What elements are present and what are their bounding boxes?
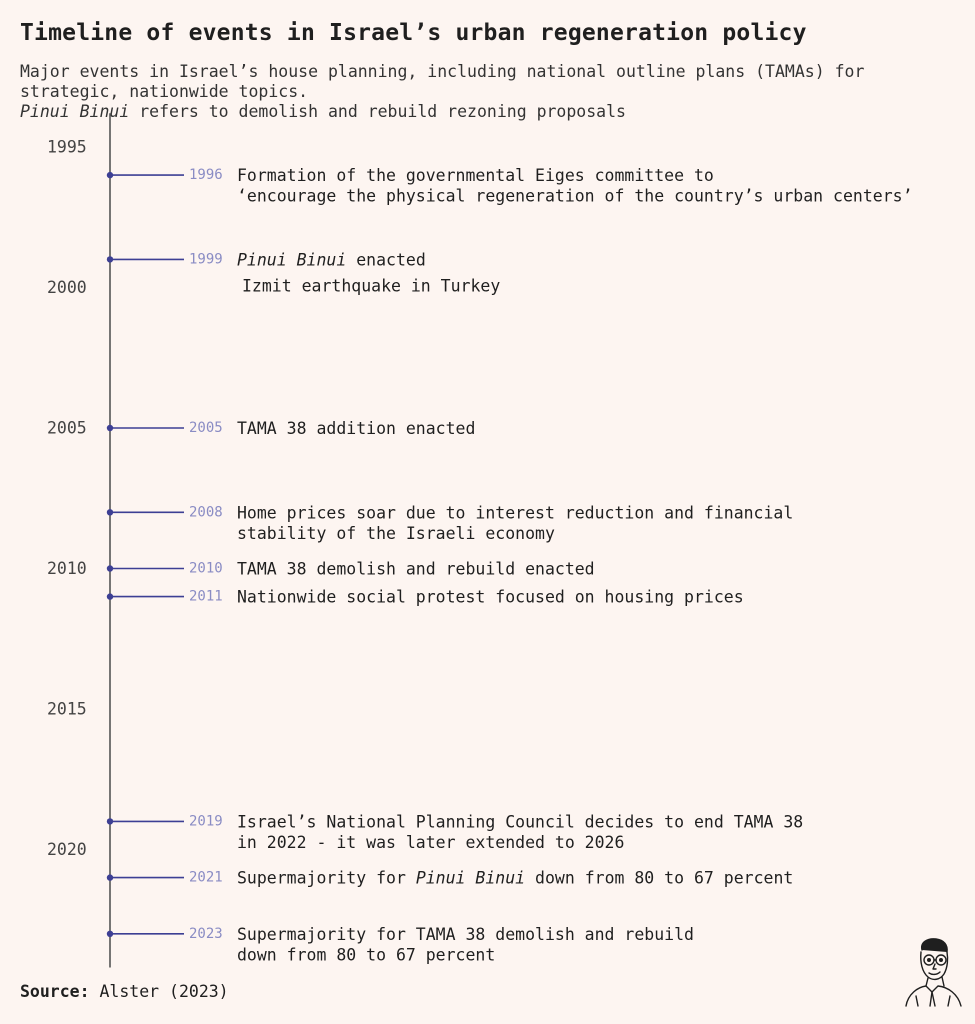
event-marker-2021 — [107, 874, 113, 880]
event-year-label-2019: 2019 — [189, 813, 223, 830]
axis-tick-label-2020: 2020 — [47, 840, 87, 859]
event-description-2011-line-1: Nationwide social protest focused on housing prices — [237, 587, 744, 607]
source-text: Alster (2023) — [89, 982, 229, 1001]
event-marker-1999 — [107, 256, 113, 262]
event-description-2008-line-1: Home prices soar due to interest reduction and financial — [237, 502, 794, 522]
event-year-label-2021: 2021 — [189, 869, 223, 886]
source-label: Source: — [20, 982, 90, 1001]
event-description-2019-line-2: in 2022 - it was later extended to 2026 — [237, 832, 625, 852]
subtitle-pinui-binui: Pinui Binui — [20, 102, 130, 121]
event-marker-2011 — [107, 593, 113, 599]
axis-tick-label-2005: 2005 — [47, 418, 87, 438]
subtitle-line-1: Major events in Israel’s house planning, including national outline plans (TAMAs) for — [20, 62, 865, 81]
axis-tick-label-2010: 2010 — [47, 559, 87, 578]
axis-tick-label-1995: 1995 — [47, 137, 87, 157]
subtitle-line-2: strategic, nationwide topics. — [20, 82, 309, 101]
event-marker-1996 — [107, 172, 113, 178]
event-marker-2019 — [107, 818, 113, 824]
event-year-label-2011: 2011 — [189, 588, 223, 605]
event-description-2005-line-1: TAMA 38 addition enacted — [237, 418, 476, 438]
source-note — [20, 982, 229, 1001]
event-description-2010-line-1: TAMA 38 demolish and rebuild enacted — [237, 559, 595, 578]
event-marker-2023 — [107, 931, 113, 937]
event-description-2019-line-1: Israel’s National Planning Council decides to end TAMA 38 — [237, 811, 804, 831]
event-description-2008-line-2: stability of the Israeli economy — [237, 523, 555, 543]
event-description-2023-line-2: down from 80 to 67 percent — [237, 944, 496, 964]
axis-tick-label-2015: 2015 — [47, 699, 87, 719]
chart-title: Timeline of events in Israel’s urban regeneration policy — [20, 20, 807, 46]
event-year-label-2008: 2008 — [189, 504, 223, 521]
event-year-label-2010: 2010 — [189, 560, 223, 577]
event-description-1999-line-2: Izmit earthquake in Turkey — [242, 275, 501, 295]
event-description-1996-line-2: ‘encourage the physical regeneration of the country’s urban centers’ — [237, 186, 913, 206]
event-description-2021-line-1: Supermajority for Pinui Binui down from 80 to 67 percent — [237, 868, 794, 888]
event-marker-2005 — [107, 425, 113, 431]
caricature-logo — [898, 936, 968, 1008]
event-description-2023-line-1: Supermajority for TAMA 38 demolish and rebuild — [237, 924, 694, 944]
event-year-label-2023: 2023 — [189, 925, 223, 942]
axis-tick-label-2000: 2000 — [47, 278, 87, 297]
event-year-label-1999: 1999 — [189, 251, 223, 268]
event-year-label-2005: 2005 — [189, 420, 223, 436]
event-description-1999-line-1: Pinui Binui enacted — [237, 249, 426, 269]
event-description-1996-line-1: Formation of the governmental Eiges committee to — [237, 165, 714, 185]
event-year-label-1996: 1996 — [189, 167, 223, 184]
event-marker-2008 — [107, 509, 113, 515]
subtitle-line-3-rest: refers to demolish and rebuild rezoning proposals — [129, 102, 626, 121]
event-marker-2010 — [107, 565, 113, 571]
